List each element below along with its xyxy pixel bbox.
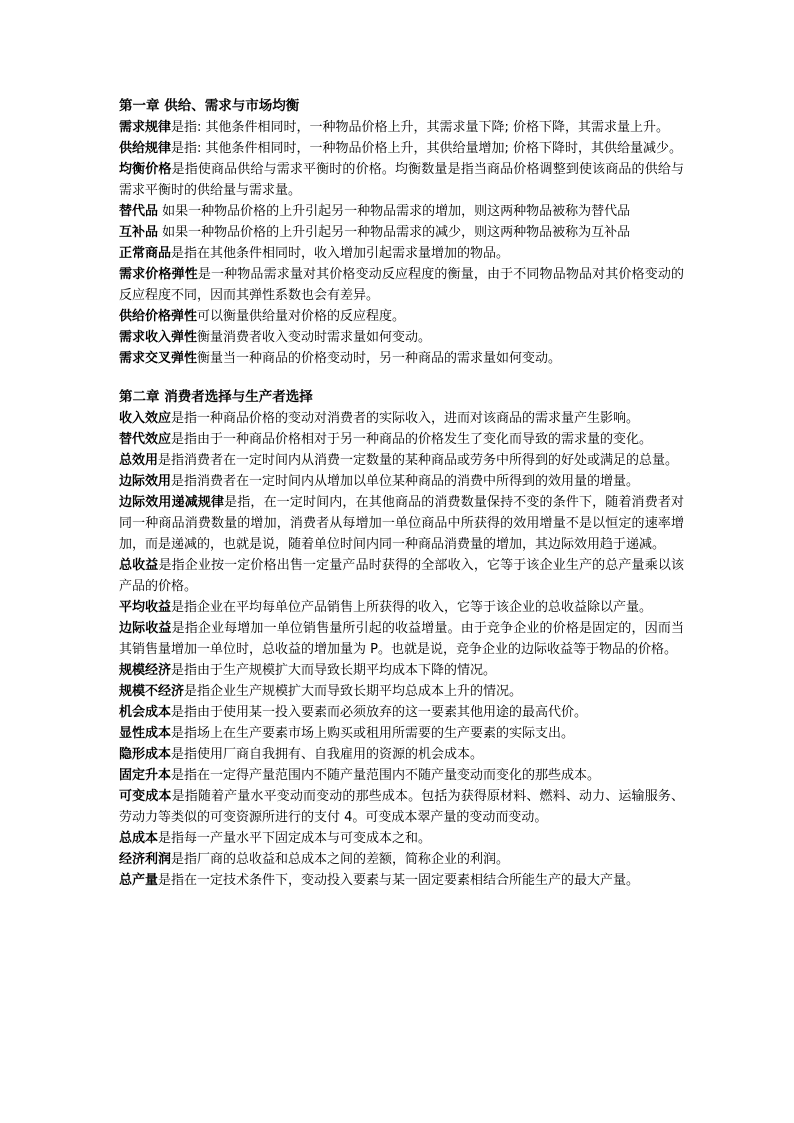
definition-entry [119, 159, 684, 201]
term: 互补品 [119, 225, 159, 240]
definition-entry [119, 786, 684, 828]
definition-text: 是一种物品需求量对其价格变动反应程度的衡量，由于不同物品物品对其价格变动的反应程度不同，因而其弹性系数也会有差异。 [119, 267, 684, 303]
definition-text: 是指企业在平均每单位产品销售上所获得的收入，它等于该企业的总收益除以产量。 [171, 600, 653, 615]
chapter-title: 第二章 消费者选择与生产者选择 [119, 389, 313, 405]
definition-text: 是指由于一种商品价格相对于另一种商品的价格发生了变化而导致的需求量的变化。 [171, 432, 653, 447]
term: 均衡价格 [119, 162, 172, 177]
definition-text: 是指企业生产规模扩大而导致长期平均总成本上升的情况。 [184, 684, 523, 699]
term: 总产量 [119, 873, 159, 888]
definition-text: 是指场上在生产要素市场上购买或租用所需要的生产要素的实际支出。 [171, 726, 575, 741]
term: 替代效应 [119, 432, 172, 447]
term: 需求价格弹性 [119, 267, 198, 282]
definition-text: 是指: 其他条件相同时，一种物品价格上升，其供给量增加; 价格下降时，其供给量减少。 [171, 141, 683, 156]
definition-text: 衡量消费者收入变动时需求量如何变动。 [197, 330, 432, 345]
definition-entry [119, 681, 684, 702]
term: 总成本 [119, 831, 159, 846]
definition-entry [119, 492, 684, 555]
definition-text: 可以衡量供给量对价格的反应程度。 [197, 309, 406, 324]
definition-entry [119, 471, 684, 492]
term: 经济利润 [119, 852, 172, 867]
definition-entry [119, 660, 684, 681]
term: 隐形成本 [119, 747, 172, 762]
definition-text: 衡量当一种商品的价格变动时，另一种商品的需求量如何变动。 [197, 351, 562, 366]
term: 正常商品 [119, 246, 172, 261]
definition-text: 是指消费者在一定时间内从消费一定数量的某种商品或劳务中所得到的好处或满足的总量。 [158, 453, 679, 468]
term: 边际收益 [119, 621, 172, 636]
definition-entry [119, 201, 684, 222]
definition-text: 是指: 其他条件相同时，一种物品价格上升，其需求量下降; 价格下降，其需求量上升。 [171, 120, 670, 135]
definition-text: 是指消费者在一定时间内从增加以单位某种商品的消费中所得到的效用量的增量。 [171, 474, 640, 489]
definition-entry [119, 849, 684, 870]
definition-entry [119, 702, 684, 723]
definition-entry [119, 348, 684, 369]
definition-text: 是指企业每增加一单位销售量所引起的收益增量。由于竞争企业的价格是固定的，因而当其销售量增加一单位时，总收益的增加量为 P。也就是说，竞争企业的边际收益等于物品的价格。 [119, 621, 684, 657]
chapter-section [119, 96, 684, 369]
definition-entry [119, 765, 684, 786]
chapter-title: 第一章 供给、需求与市场均衡 [119, 98, 300, 114]
definition-text: 如果一种物品价格的上升引起另一种物品需求的增加，则这两种物品被称为替代品 [158, 204, 631, 219]
definition-entry [119, 555, 684, 597]
definition-entry [119, 327, 684, 348]
term: 总效用 [119, 453, 159, 468]
definition-text: 如果一种物品价格的上升引起另一种物品需求的减少，则这两种物品被称为互补品 [158, 225, 631, 240]
definition-entry [119, 117, 684, 138]
definition-entry [119, 744, 684, 765]
definition-text: 是指每一产量水平下固定成本与可变成本之和。 [158, 831, 432, 846]
definition-text: 是指一种商品价格的变动对消费者的实际收入，进而对该商品的需求量产生影响。 [171, 411, 640, 426]
term: 平均收益 [119, 600, 172, 615]
definition-text: 是指在一定技术条件下，变动投入要素与某一固定要素相结合所能生产的最大产量。 [158, 873, 640, 888]
definition-text: 是指企业按一定价格出售一定量产品时获得的全部收入，它等于该企业生产的总产量乘以该产品的价格。 [119, 558, 684, 594]
term: 固定升本 [119, 768, 172, 783]
definition-text: 是指在其他条件相同时，收入增加引起需求量增加的物品。 [171, 246, 510, 261]
definition-entry [119, 723, 684, 744]
definition-entry [119, 828, 684, 849]
term: 供给规律 [119, 141, 172, 156]
term: 收入效应 [119, 411, 172, 426]
definition-text: 是指由于使用某一投入要素而必须放弃的这一要素其他用途的最高代价。 [171, 705, 588, 720]
definition-entry [119, 408, 684, 429]
definition-entry [119, 264, 684, 306]
term: 机会成本 [119, 705, 172, 720]
definition-text: 是指使用厂商自我拥有、自我雇用的资源的机会成本。 [171, 747, 484, 762]
term: 边际效用 [119, 474, 172, 489]
chapter-section [119, 387, 684, 891]
definition-entry [119, 597, 684, 618]
definition-entry [119, 450, 684, 471]
definition-text: 是指使商品供给与需求平衡时的价格。均衡数量是指当商品价格调整到使该商品的供给与需求平衡时的供给量与需求量。 [119, 162, 684, 198]
definition-text: 是指，在一定时间内，在其他商品的消费数量保持不变的条件下，随着消费者对同一种商品消费数量的增加，消费者从每增加一单位商品中所获得的效用增量不是以恒定的速率增加，而是递减的，也就是说，随着单位时间内同一种商品消费量的增加，其边际效用趋于递减。 [119, 495, 684, 552]
definition-entry [119, 618, 684, 660]
definition-entry [119, 243, 684, 264]
definition-entry [119, 306, 684, 327]
term: 需求规律 [119, 120, 172, 135]
definition-text: 是指随着产量水平变动而变动的那些成本。包括为获得原材料、燃料、动力、运输服务、劳动力等类似的可变资源所进行的支付 4。可变成本翠产量的变动而变动。 [119, 789, 684, 825]
term: 供给价格弹性 [119, 309, 198, 324]
definition-entry [119, 870, 684, 891]
definition-entry [119, 138, 684, 159]
definition-entry [119, 222, 684, 243]
document-content [119, 96, 684, 891]
definition-entry [119, 429, 684, 450]
definition-text: 是指在一定得产量范围内不随产量范围内不随产量变动而变化的那些成本。 [171, 768, 601, 783]
term: 总收益 [119, 558, 159, 573]
definition-text: 是指厂商的总收益和总成本之间的差额，简称企业的利润。 [171, 852, 510, 867]
term: 需求收入弹性 [119, 330, 198, 345]
term: 显性成本 [119, 726, 172, 741]
term: 需求交叉弹性 [119, 351, 198, 366]
term: 规模不经济 [119, 684, 185, 699]
term: 可变成本 [119, 789, 172, 804]
term: 替代品 [119, 204, 159, 219]
term: 规模经济 [119, 663, 172, 678]
term: 边际效用递减规律 [119, 495, 225, 510]
definition-text: 是指由于生产规模扩大而导致长期平均成本下降的情况。 [171, 663, 497, 678]
